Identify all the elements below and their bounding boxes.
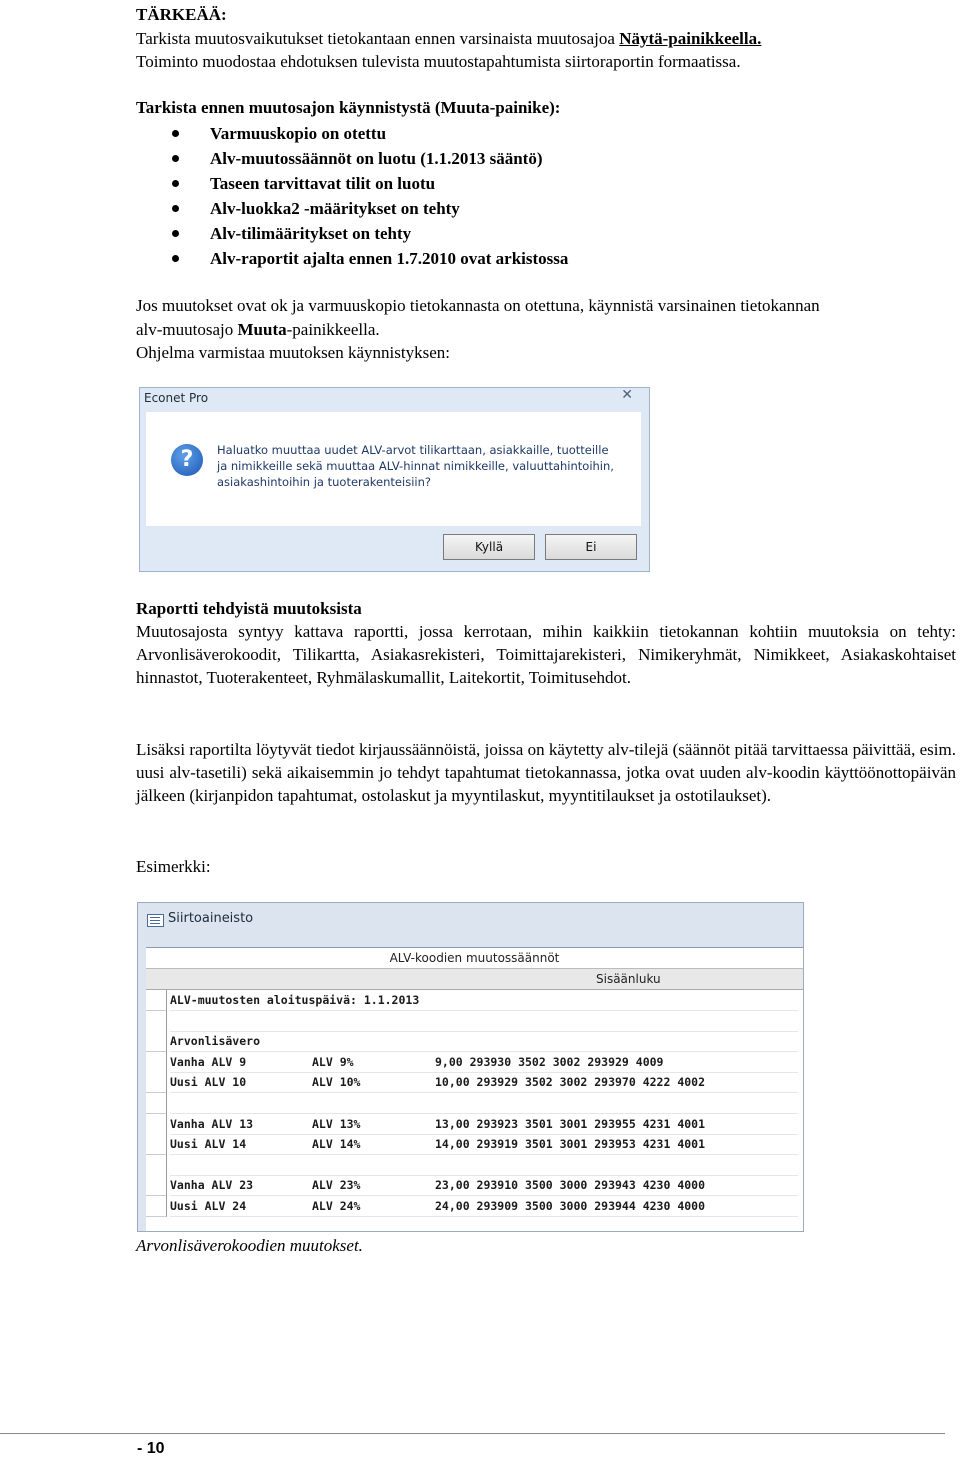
- footer-divider: [0, 1433, 945, 1434]
- cell-vat-values: 13,00 293923 3501 3001 293955 4231 4001: [435, 1116, 706, 1131]
- checklist-title: Tarkista ennen muutosajon käynnistystä (Muuta-painike):: [136, 98, 561, 117]
- row-selector[interactable]: [146, 1052, 167, 1073]
- row-selector[interactable]: [146, 1093, 167, 1114]
- no-button[interactable]: Ei: [545, 534, 637, 560]
- table-row: [170, 1011, 798, 1032]
- cell-rule-name: Vanha ALV 13: [170, 1116, 254, 1131]
- checklist-item: Alv-luokka2 -määritykset on tehty: [172, 196, 568, 221]
- rules-grid: [146, 947, 803, 1231]
- checklist-item: Alv-raportit ajalta ennen 1.7.2010 ovat arkistossa: [172, 246, 568, 271]
- cell-rule-name: Uusi ALV 10: [170, 1075, 247, 1090]
- cell-vat-code: ALV 23%: [312, 1178, 361, 1193]
- row-selector[interactable]: [146, 1114, 167, 1135]
- cell-rule-name: ALV-muutosten aloituspäivä: 1.1.2013: [170, 993, 420, 1007]
- table-row: [170, 1134, 798, 1155]
- checklist-item: Taseen tarvittavat tilit on luotu: [172, 171, 568, 196]
- bullet-icon: [172, 155, 179, 162]
- cell-vat-values: 14,00 293919 3501 3001 293953 4231 4001: [435, 1137, 706, 1152]
- cell-vat-values: 23,00 293910 3500 3000 293943 4230 4000: [435, 1178, 706, 1193]
- cell-vat-code: ALV 13%: [312, 1116, 361, 1131]
- table-row: [170, 990, 798, 1011]
- run-text-line-2: alv-muutosajo Muuta-painikkeella.: [136, 320, 380, 339]
- cell-rule-name: Uusi ALV 24: [170, 1199, 247, 1213]
- window-icon: [147, 914, 164, 927]
- table-row: [170, 1114, 798, 1135]
- checklist-item: Alv-tilimääritykset on tehty: [172, 221, 568, 246]
- row-selector[interactable]: [146, 1196, 167, 1217]
- report-title: Raportti tehdyistä muutoksista: [136, 599, 362, 618]
- table-row: [170, 1072, 798, 1093]
- checklist-item: Alv-muutossäännöt on luotu (1.1.2013 sääntö): [172, 146, 568, 171]
- run-text-line-1: Jos muutokset ovat ok ja varmuuskopio tietokannasta on otettuna, käynnistä varsinainen tietokannan: [136, 296, 820, 315]
- checklist: [172, 121, 568, 271]
- row-selector[interactable]: [146, 1175, 167, 1196]
- cell-vat-values: 9,00 293930 3502 3002 293929 4009: [435, 1054, 664, 1069]
- report-paragraph-1: Muutosajosta syntyy kattava raportti, jossa kerrotaan, mihin kaikkiin tietokannan kohtiin muutoksia on tehty: Arvonlisäverokoodit, Tilikartta, Asiakasrekisteri, Toimittajarekisteri, Nimikeryhmät, Nimikkeet, Asiakaskohtaiset hinnastot, Tuoterakenteet, Ryhmälaskumallit, Laitekortit, Toimitusehdot.: [136, 622, 956, 687]
- dialog-title: Econet Pro: [144, 391, 209, 405]
- table-row: [170, 1093, 798, 1114]
- table-row: [170, 1031, 798, 1052]
- table-row: [170, 1196, 798, 1217]
- bullet-icon: [172, 130, 179, 137]
- bullet-icon: [172, 230, 179, 237]
- question-icon: ?: [171, 444, 203, 476]
- row-selector[interactable]: [146, 1072, 167, 1093]
- muuta-button-reference: Muuta: [237, 320, 287, 339]
- cell-rule-name: Arvonlisävero: [170, 1034, 261, 1049]
- grid-header-import: Sisäänluku: [146, 969, 803, 990]
- cell-vat-code: ALV 10%: [312, 1075, 361, 1090]
- row-selector[interactable]: [146, 990, 167, 1011]
- figure-caption: Arvonlisäverokoodien muutokset.: [136, 1236, 363, 1255]
- intro-line-2: Toiminto muodostaa ehdotuksen tulevista muutostapahtumista siirtoraportin formaatissa.: [136, 52, 741, 71]
- row-selector[interactable]: [146, 1134, 167, 1155]
- cell-vat-code: ALV 24%: [312, 1199, 361, 1213]
- confirm-dialog: [139, 387, 650, 572]
- yes-button[interactable]: Kyllä: [443, 534, 535, 560]
- dialog-message: Haluatko muuttaa uudet ALV-arvot tilikarttaan, asiakkaille, tuotteille ja nimikkeille sekä muuttaa ALV-hinnat nimikkeille, valuuttahintoihin, asiakashintoihin ja tuoterakenteisiin?: [217, 443, 614, 489]
- cell-vat-code: ALV 9%: [312, 1054, 354, 1069]
- row-selector[interactable]: [146, 1011, 167, 1032]
- dialog-body: [146, 412, 641, 526]
- row-selector[interactable]: [146, 1031, 167, 1052]
- cell-rule-name: Vanha ALV 23: [170, 1178, 254, 1193]
- important-heading: TÄRKEÄÄ:: [136, 5, 227, 24]
- close-icon[interactable]: ✕: [621, 387, 633, 403]
- cell-vat-values: 10,00 293929 3502 3002 293970 4222 4002: [435, 1075, 706, 1090]
- siirtoaineisto-window: [137, 902, 804, 1232]
- row-selector[interactable]: [146, 1155, 167, 1176]
- bullet-icon: [172, 205, 179, 212]
- table-row: [170, 1052, 798, 1073]
- table-row: [170, 1175, 798, 1196]
- bullet-icon: [172, 255, 179, 262]
- cell-rule-name: Uusi ALV 14: [170, 1137, 247, 1152]
- grid-header-rules: ALV-koodien muutossäännöt: [146, 948, 803, 969]
- table-row: [170, 1155, 798, 1176]
- page-number: - 10: [137, 1440, 165, 1457]
- run-text-line-3: Ohjelma varmistaa muutoksen käynnistyksen:: [136, 343, 450, 362]
- report-paragraph-2: Lisäksi raportilta löytyvät tiedot kirjaussäännöistä, joissa on käytetty alv-tilejä (säännöt pitää tarvittaessa päivittää, esim. uusi alv-tasetili) sekä aikaisemmin jo tehdyt tapahtumat tietokannassa, jotka ovat uuden alv-koodin käyttöönottopäivän jälkeen (kirjanpidon tapahtumat, ostolaskut ja myyntilaskut, myyntitilaukset ja ostotilaukset).: [136, 740, 956, 805]
- cell-vat-values: 24,00 293909 3500 3000 293944 4230 4000: [435, 1199, 706, 1213]
- nayta-button-reference: Näytä-painikkeella.: [619, 29, 762, 48]
- cell-rule-name: Vanha ALV 9: [170, 1054, 247, 1069]
- cell-vat-code: ALV 14%: [312, 1137, 361, 1152]
- window-title: Siirtoaineisto: [168, 911, 254, 926]
- bullet-icon: [172, 180, 179, 187]
- example-label: Esimerkki:: [136, 857, 211, 876]
- intro-line-1: [136, 27, 761, 50]
- intro-line-1-text: Tarkista muutosvaikutukset tietokantaan ennen varsinaista muutosajoa: [136, 29, 620, 48]
- checklist-item: Varmuuskopio on otettu: [172, 121, 568, 146]
